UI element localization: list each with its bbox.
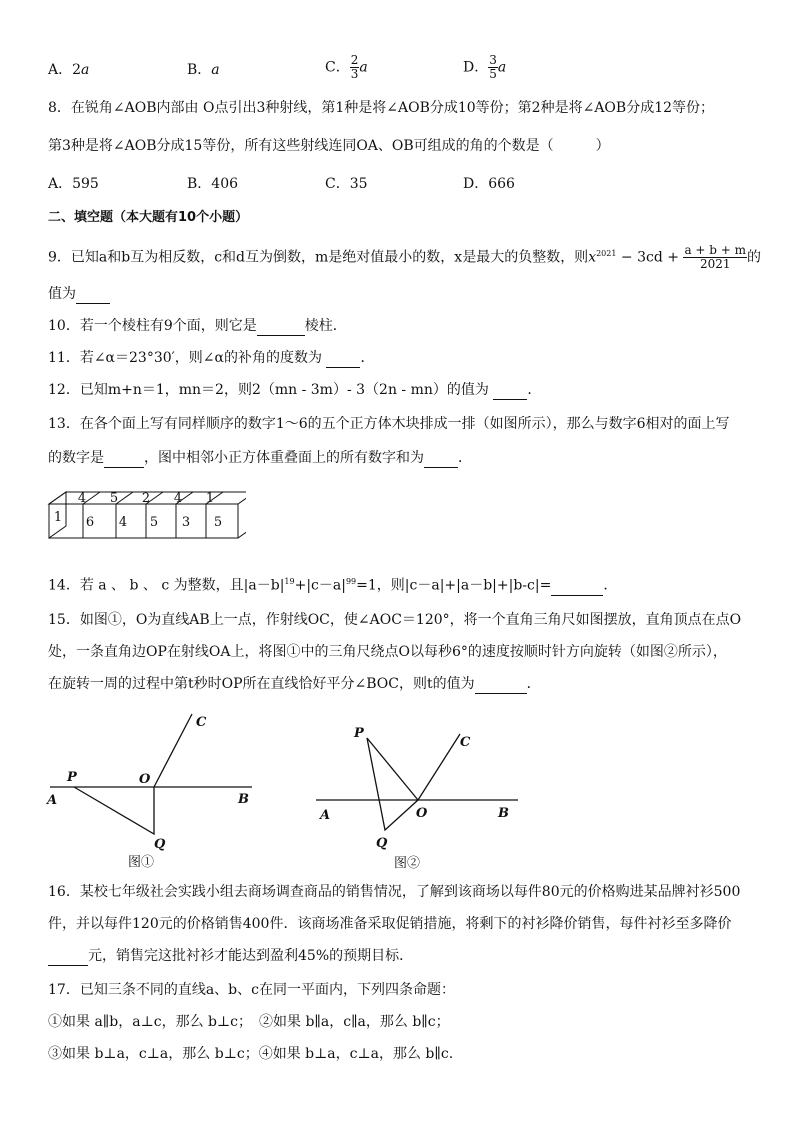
q7-option-c-var: a	[359, 59, 368, 76]
cube-top-number: 2	[141, 491, 151, 506]
q12-answer-blank[interactable]	[493, 385, 527, 400]
fig1-caption: 图①	[128, 855, 155, 870]
q7-option-a-var: a	[81, 62, 90, 78]
fig2-label-p: P	[354, 726, 364, 741]
q11-line	[48, 348, 374, 368]
q9-exp: 2021	[596, 249, 617, 258]
fig2-caption: 图②	[394, 856, 421, 871]
cube-front-number: 6	[85, 515, 95, 530]
q7-option-a-label: A．2	[48, 62, 82, 78]
fig2-label-o: O	[416, 806, 428, 821]
q10-text: 10．若一个棱柱有9个面，则它是	[48, 318, 257, 334]
q7-option-c	[325, 54, 368, 81]
q14-mid: +|c－a|	[294, 577, 346, 594]
q14-answer-blank[interactable]	[551, 581, 603, 596]
q17-line-2: ①如果 a∥b，a⊥c，那么 b⊥c； ②如果 b∥a，c∥a，那么 b∥c；	[48, 1014, 450, 1030]
fig2-label-b: B	[498, 806, 509, 821]
q15-answer-blank[interactable]	[475, 679, 527, 694]
cube-figure	[46, 488, 246, 544]
q14-line	[48, 572, 617, 596]
q8-option-a: A．595	[48, 176, 99, 192]
q9-text: 9．已知a和b互为相反数，c和d互为倒数，m是绝对值最小的数，x是最大的负整数，则	[48, 249, 589, 266]
fig1-label-b: B	[238, 792, 249, 807]
q9-answer-blank[interactable]	[76, 289, 110, 304]
q14-text: 14．若 a 、 b 、 c 为整数，且|a－b|	[48, 577, 285, 594]
q11-text: 11．若∠α＝23°30′，则∠α的补角的度数为	[48, 350, 327, 366]
fig1-label-p: P	[67, 770, 77, 785]
fig2-triangle	[367, 738, 418, 830]
q8-option-c: C．35	[325, 176, 368, 192]
cube-top-number: 5	[109, 491, 119, 506]
q9-line-1	[48, 244, 761, 271]
q15-text: 在旋转一周的过程中第t秒时OP所在直线恰好平分∠BOC，则t的值为	[48, 676, 475, 692]
q17-line-3: ③如果 b⊥a，c⊥a，那么 b⊥c；④如果 b⊥a，c⊥a，那么 b∥c.	[48, 1046, 454, 1062]
q16-line-2: 件，并以每件120元的价格销售400件．该商场准备采取促销措施，将剩下的衬衫降价销售，每件衬衫至多降价	[48, 916, 732, 932]
q13-answer-blank-2[interactable]	[424, 453, 458, 468]
q7-d-den: 5	[489, 67, 497, 81]
cube-front-number: 5	[213, 515, 223, 530]
q15-line-3	[48, 674, 541, 694]
q12-text: 12．已知m+n＝1，mn＝2，则2（mn - 3m）- 3（2n - mn）的值为	[48, 382, 494, 398]
q10-answer-blank[interactable]	[257, 321, 305, 336]
cube-top-number: 4	[77, 491, 87, 506]
q12-line	[48, 380, 541, 400]
q9-num: a + b + m	[684, 243, 747, 258]
cube-front-number: 5	[149, 515, 159, 530]
q13-line-2	[48, 448, 472, 468]
q13-text-post: ．	[458, 450, 472, 466]
fig1-label-q: Q	[154, 837, 166, 852]
q7-c-num: 2	[350, 53, 359, 67]
q14-post: ．	[603, 577, 618, 594]
q14-mid2: =1，则|c－a|+|a－b|+|b-c|=	[356, 577, 552, 594]
q9-line2-text: 值为	[48, 286, 76, 302]
q7-option-a	[48, 60, 89, 80]
fig1-triangle	[74, 787, 154, 834]
fig2-label-q: Q	[376, 836, 388, 851]
q15-line-2: 处，一条直角边OP在射线OA上，将图①中的三角尺绕点O以每秒6°的速度按顺时针方向旋转（如图②所示），	[48, 644, 727, 660]
q16-line-3	[48, 946, 413, 966]
cube-top-number: 4	[173, 491, 183, 506]
section-heading: 二、填空题（本大题有10个小题）	[48, 210, 249, 225]
q7-option-d-fraction	[488, 54, 498, 81]
q7-option-d-label: D．	[463, 59, 489, 76]
q9-line-2	[48, 284, 110, 304]
fig2-label-a: A	[320, 808, 331, 823]
figure-1	[44, 708, 264, 874]
q10-line	[48, 316, 347, 336]
q14-exp-2: 99	[345, 577, 357, 586]
q7-option-c-label: C．	[325, 59, 350, 76]
q8-line-1: 8．在锐角∠AOB内部由 O点引出3种射线，第1种是将∠AOB分成10等份；第2种是将∠AOB分成12等份；	[48, 100, 715, 116]
q13-answer-blank-1[interactable]	[104, 453, 144, 468]
q8-line-2: 第3种是将∠AOB分成15等份，所有这些射线连同OA、OB可组成的角的个数是（ ）	[48, 138, 610, 154]
q16-text: 元，销售完这批衬衫才能达到盈利45%的预期目标．	[88, 948, 414, 964]
fig2-label-c: C	[460, 735, 471, 750]
figure-2	[312, 720, 532, 876]
q9-fraction	[683, 244, 747, 271]
q15-line-1: 15．如图①，O为直线AB上一点，作射线OC，使∠AOC＝120°，将一个直角三角尺如图摆放，直角顶点在点O	[48, 612, 742, 628]
q9-post: 的	[747, 249, 762, 266]
fig1-ray-oc	[154, 714, 192, 787]
fig2-ray-oc	[418, 734, 460, 800]
q8-option-b: B．406	[187, 176, 239, 192]
q7-option-b-label: B．	[187, 62, 212, 78]
cube-side-number: 1	[53, 510, 63, 525]
fig1-label-o: O	[139, 772, 151, 787]
q10-post: 棱柱．	[304, 318, 347, 334]
q7-option-d	[463, 54, 506, 81]
cube-top-number: 1	[205, 491, 215, 506]
q15-post: ．	[526, 676, 541, 692]
q16-answer-blank[interactable]	[48, 951, 88, 966]
q7-option-b-var: a	[211, 62, 220, 78]
cube-front-number: 3	[181, 515, 191, 530]
q7-option-b	[187, 60, 220, 80]
q7-option-c-fraction	[350, 54, 360, 81]
q16-line-1: 16．某校七年级社会实践小组去商场调查商品的销售情况，了解到该商场以每件80元的价格购进某品牌衬衫500	[48, 884, 741, 900]
q17-line-1: 17．已知三条不同的直线a、b、c在同一平面内，下列四条命题：	[48, 982, 455, 998]
cube-front-band	[49, 504, 238, 538]
q14-exp-1: 19	[284, 577, 295, 586]
cube-front-number: 4	[118, 515, 128, 530]
q7-d-num: 3	[489, 53, 497, 67]
q9-x: x	[588, 249, 597, 266]
fig1-label-a: A	[47, 793, 58, 808]
q11-answer-blank[interactable]	[326, 353, 360, 368]
q13-text-pre: 的数字是	[48, 450, 104, 466]
q7-c-den: 3	[350, 67, 359, 81]
q9-den: 2021	[699, 257, 731, 272]
q13-text-mid: ，图中相邻小正方体重叠面上的所有数字和为	[144, 450, 424, 466]
q11-post: ．	[360, 350, 375, 366]
q9-mid: − 3cd +	[616, 249, 684, 266]
q13-line-1: 13．在各个面上写有同样顺序的数字1～6的五个正方体木块排成一排（如图所示），那么与数字6相对的面上写	[48, 416, 730, 432]
q7-option-d-var: a	[497, 59, 507, 76]
fig1-label-c: C	[196, 715, 207, 730]
q12-post: ．	[527, 382, 542, 398]
q8-option-d: D．666	[463, 176, 515, 192]
